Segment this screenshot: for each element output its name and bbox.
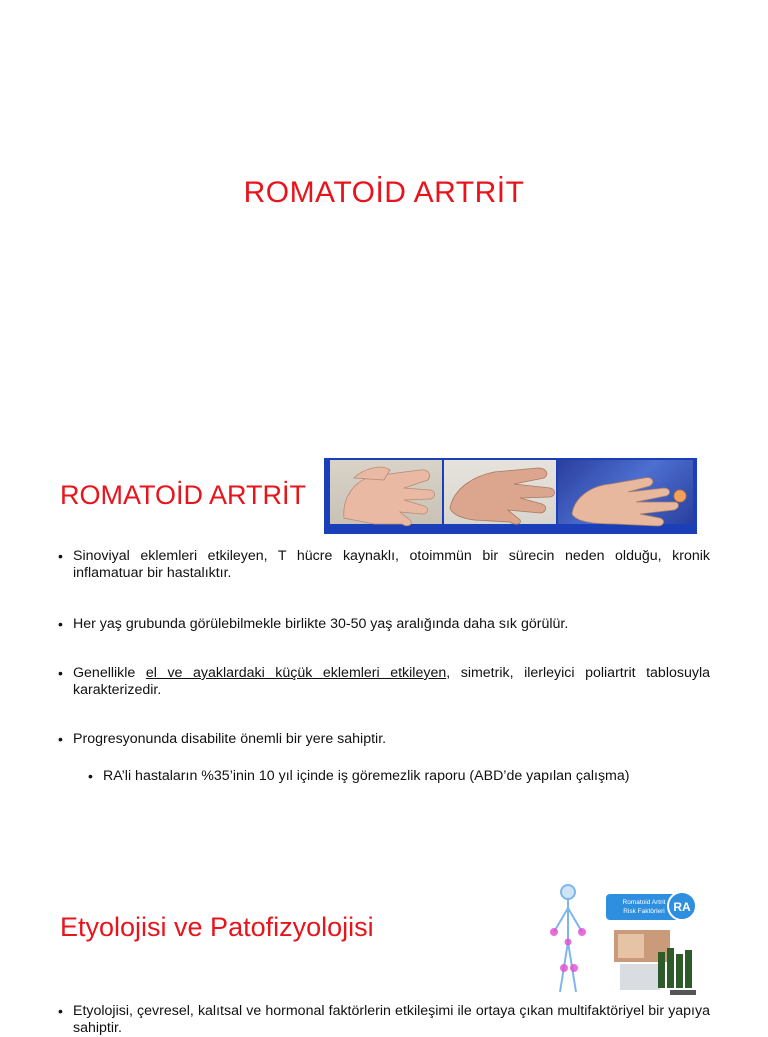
bullet-age: • Her yaş grubunda görülebilmekle birlikte 30-50 yaş aralığında daha sık görülür. xyxy=(58,616,569,632)
title-slide-heading: ROMATOİD ARTRİT xyxy=(243,176,525,209)
slide-3-bullets xyxy=(58,1003,710,1037)
slide-2-title: ROMATOİD ARTRİT xyxy=(60,480,307,510)
ra-box-line-1: Romatoid Artrit xyxy=(622,899,666,906)
underlined-phrase: el ve ayaklardaki küçük eklemleri etkileyen xyxy=(145,665,447,681)
slide-3-title: Etyolojisi ve Patofizyolojisi xyxy=(60,912,374,942)
bullet-etiology: • Etyolojisi, çevresel, kalıtsal ve hormonal faktörlerin etkileşimi ile ortaya çıkan multifaktöriyel bir yapıya sahiptir. xyxy=(58,1003,710,1036)
ra-box-line-2: Risk Faktörleri xyxy=(623,908,665,915)
hands-image xyxy=(324,458,697,534)
slide-2-bullets xyxy=(58,548,710,785)
sub-bullet-disability-report: • RA’li hastaların %35’inin 10 yıl içinde iş göremezlik raporu (ABD’de yapılan çalışma) xyxy=(88,768,630,784)
title-slide xyxy=(0,0,768,420)
bullet-definition: • Sinoviyal eklemleri etkileyen, T hücre kaynaklı, otoimmün bir sürecin neden olduğu, kronik inflamatuar bir hastalıktır. xyxy=(58,548,710,581)
bullet-disability: • Progresyonunda disabilite önemli bir yere sahiptir. xyxy=(58,731,387,747)
ra-badge: RA xyxy=(673,900,691,914)
bullet-joints: • Genellikle el ve ayaklardaki küçük eklemleri etkileyen, simetrik, ilerleyici poliartrit tablosuyla karakterizedir. xyxy=(58,665,710,698)
ra-risk-factors-graphic xyxy=(540,880,710,1000)
